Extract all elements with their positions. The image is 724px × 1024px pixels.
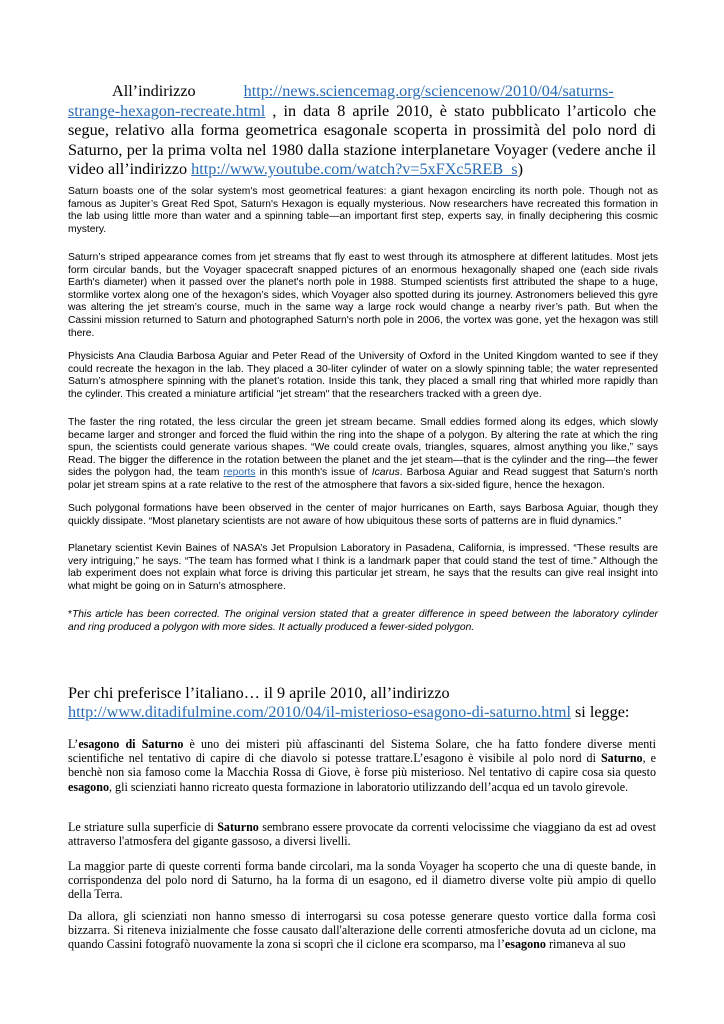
english-paragraph-6: Planetary scientist Kevin Baines of NASA’s Jet Propulsion Laboratory in Pasadena, California, is impressed. “These results are very intriguing,” he says. “The team has formed what I think is a landmark paper that could stand the test of time.” Although the lab experiment does not explain what force is driving this particular jet stream, he says that the results can give real insight into what might be going on in Saturn’s atmosphere.	[68, 543, 658, 592]
it-p1-a: L’	[68, 737, 79, 751]
journal-name: Icarus	[371, 467, 400, 479]
it-p1-bold-2: Saturno	[600, 751, 643, 766]
italian-paragraph-3: La maggior parte di queste correnti forma bande circolari, ma la sonda Voyager ha scoperto che una di queste bande, in corrispondenza del polo nord di Saturno, ha la forma di un esagono, ed il diametro diverse volte più ampio di quello della Terra.	[68, 859, 656, 902]
english-paragraph-4	[68, 417, 658, 493]
note-asterisk: *	[68, 609, 73, 620]
english-paragraph-2: Saturn’s striped appearance comes from jet streams that fly east to west through its atmosphere at different latitudes. Most jets form circular bands, but the Voyager spacecraft snapped pictures of an enormous hexagonally shaped one (each side rivals Earth's diameter) when it passed over the planet's north pole in 1988. Stumped scientists first attributed the shape to a huge, stormlike vortex along one of the hexagon’s sides, which Voyager also spotted during its journey. Astronomers believed this gyre was altering the jet stream’s course, much in the same way a large rock would change a nearby river’s path. But when the Cassini mission returned to Saturn and photographed Saturn's north pole in 2006, the vortex was gone, yet the hexagon was still there.	[68, 252, 658, 339]
ditadifulmine-link[interactable]: http://www.ditadifulmine.com/2010/04/il-misterioso-esagono-di-saturno.html	[68, 703, 571, 721]
it-p1-d: , e benchè non sia famoso come la Macchia Rossa di Giove, è forse più misterioso. Nel tentativo di capire cosa sia questo	[68, 751, 657, 780]
english-paragraph-5: Such polygonal formations have been observed in the center of major hurricanes on Earth, says Barbosa Aguiar, though they quickly dissipate. “Most planetary scientists are not aware of how ubiquitous these sorts of patterns are in fluid dynamics.”	[68, 503, 658, 527]
it-p4-c: rimaneva al suo	[545, 937, 626, 952]
it-p1-bold-1: esagono di Saturno	[78, 737, 184, 751]
it-p2-bold: Saturno	[217, 820, 259, 834]
italian-heading-text: Per chi preferisce l’italiano… il 9 aprile 2010, all’indirizzo	[68, 684, 450, 702]
italian-paragraph-2	[68, 820, 656, 848]
note-text: This article has been corrected. The original version stated that a greater difference in speed between the laboratory cylinder and ring produced a polygon with more sides. It actually produced a fewer-sided polygon.	[68, 609, 658, 633]
italian-paragraph-4	[68, 909, 656, 952]
english-paragraph-1: Saturn boasts one of the solar system's most geometrical features: a giant hexagon encircling its north pole. Though not as famous as Jupiter’s Great Red Spot, Saturn's Hexagon is equally mysterious. Now researchers have recreated this formation in the lab using little more than water and a spinning table—an important first step, experts say, in finally deciphering this cosmic mystery.	[68, 186, 658, 235]
english-paragraph-3: Physicists Ana Claudia Barbosa Aguiar and Peter Read of the University of Oxford in the United Kingdom wanted to see if they could recreate the hexagon in the lab. They placed a 30-liter cylinder of water on a slowly spinning table; the water represented Saturn’s atmosphere spinning with the planet’s rotation. Inside this tank, they placed a small ring that whirled more rapidly than the cylinder. This created a miniature artificial "jet stream" that the researchers tracked with a green dye.	[68, 351, 658, 400]
intro-paragraph	[68, 82, 656, 180]
intro-lead: All’indirizzo	[112, 82, 196, 100]
it-p4-bold: esagono	[504, 937, 546, 952]
english-p4-text: The faster the ring rotated, the less circular the green jet stream became. Small eddies formed along its edges, which slowly became larger and stronger and forced the fluid within the ring into the shape of a polygon. By altering the rate at which the ring spun, the scientists could generate various shapes. “We could create ovals, triangles, squares, almost anything you like,” says Read. The bigger the difference in the rotation between the planet and the jet steam—that is the cylinder and the ring—the fewer sides the polygon had, the team	[68, 417, 658, 479]
sciencemag-link[interactable]: http://news.sciencemag.org/sciencenow/2010/04/saturns-strange-hexagon-recreate.html	[68, 82, 614, 120]
intro-close: )	[517, 160, 523, 178]
english-p4-text-2: in this month's issue of	[255, 467, 372, 479]
reports-link[interactable]: reports	[223, 467, 256, 479]
youtube-link[interactable]: http://www.youtube.com/watch?v=5xFXc5REB_s	[191, 160, 518, 178]
italian-heading	[68, 684, 658, 722]
intro-text: , in data 8 aprile 2010, è stato pubblicato l’articolo che segue, relativo alla forma geometrica esagonale scoperta in prossimità del polo nord di Saturno, per la prima volta nel 1980 dalla stazione interplanetare Voyager (vedere anche il video all’indirizzo	[68, 101, 656, 178]
it-p1-c: è uno dei misteri più affascinanti del Sistema Solare, che ha fatto fondere diverse menti scientifiche nel tentativo di capire di che diavolo si potesse trattare.L’esagono è visibile al polo nord di	[68, 737, 656, 766]
it-p1-e: , gli scienziati hanno ricreato questa formazione in laboratorio utilizzando dell’acqua ed un tavolo girevole.	[109, 779, 629, 794]
it-p2-c: sembrano essere provocate da correnti velocissime che viaggiano da est ad ovest attraverso l'atmosfera del gigante gassoso, a diversi livelli.	[68, 820, 656, 849]
it-p1-bold-3: esagono	[68, 779, 109, 794]
english-p4-text-3: . Barbosa Aguiar and Read suggest that Saturn’s north polar jet stream spins at a rate relative to the rest of the atmosphere that favors a six-sided figure, hence the hexagon.	[68, 467, 659, 491]
italian-paragraph-1	[68, 737, 656, 794]
it-p4-a: Da allora, gli scienziati non hanno smesso di interrogarsi su cosa potesse generare questo vortice dalla forma così bizzarra. Si riteneva inizialmente che fosse causato dall'alterazione delle correnti atmosferiche dovuta ad un ciclone, ma quando Cassini fotografò nuovamente la zona si scoprì che il ciclone era scomparso, ma l’	[68, 909, 656, 952]
it-p2-a: Le striature sulla superficie di	[68, 820, 218, 834]
correction-note	[68, 609, 658, 634]
italian-heading-suffix: si legge:	[570, 703, 630, 721]
